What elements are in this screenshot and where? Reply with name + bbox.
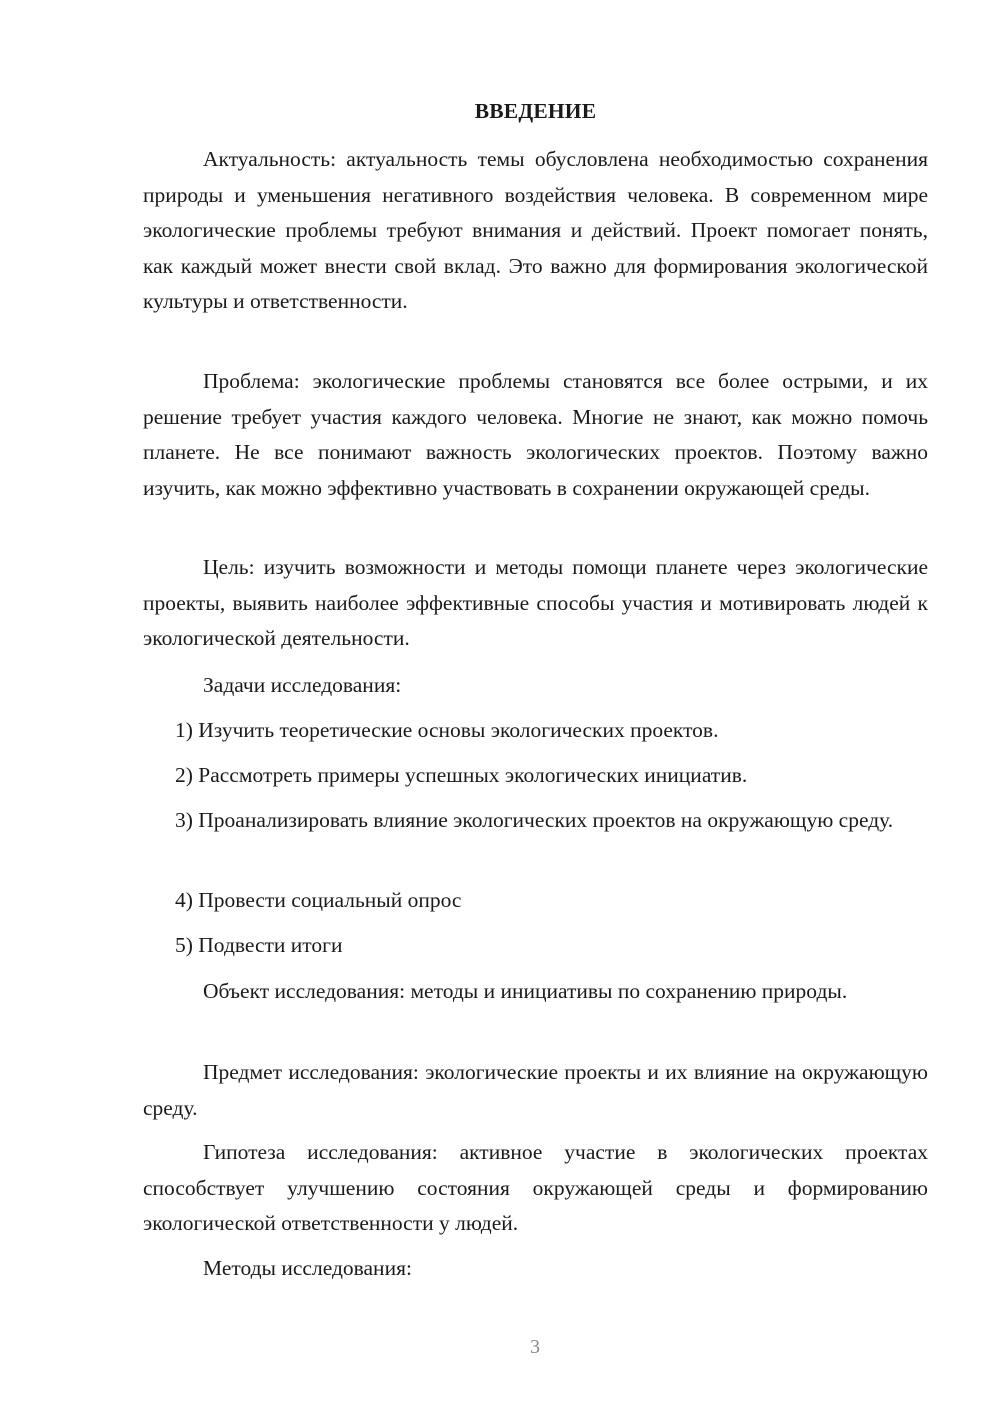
- task-item-3: 3) Проанализировать влияние экологических проектов на окружающую среду.: [175, 808, 894, 832]
- paragraph-subject: Предмет исследования: экологические проекты и их влияние на окружающую среду.: [143, 1060, 928, 1120]
- methods-title: Методы исследования:: [203, 1256, 412, 1280]
- task-item-4: 4) Провести социальный опрос: [175, 888, 462, 912]
- paragraph-problem: Проблема: экологические проблемы становятся все более острыми, и их решение требует участия каждого человека. Многие не знают, как можно помочь планете. Не все понимают важность экологических проектов. Поэтому важно изучить, как можно эффективно участвовать в сохранении окружающей среды.: [143, 369, 928, 500]
- page-number: 3: [530, 1336, 540, 1358]
- page-title: ВВЕДЕНИЕ: [474, 99, 597, 123]
- paragraph-goal: Цель: изучить возможности и методы помощи планете через экологические проекты, выявить наиболее эффективные способы участия и мотивировать людей к экологической деятельности.: [143, 555, 928, 650]
- task-item-5: 5) Подвести итоги: [175, 933, 343, 957]
- paragraph-object: Объект исследования: методы и инициативы по сохранению природы.: [203, 979, 848, 1003]
- paragraph-hypothesis: Гипотеза исследования: активное участие в экологических проектах способствует улучшению состояния окружающей среды и формированию экологической ответственности у людей.: [143, 1140, 928, 1235]
- tasks-title: Задачи исследования:: [203, 673, 402, 697]
- paragraph-relevance: Актуальность: актуальность темы обусловлена необходимостью сохранения природы и уменьшения негативного воздействия человека. В современном мире экологические проблемы требуют внимания и действий. Проект помогает понять, как каждый может внести свой вклад. Это важно для формирования экологической культуры и ответственности.: [143, 147, 928, 313]
- task-item-1: 1) Изучить теоретические основы экологических проектов.: [175, 718, 719, 742]
- task-item-2: 2) Рассмотреть примеры успешных экологических инициатив.: [175, 763, 748, 787]
